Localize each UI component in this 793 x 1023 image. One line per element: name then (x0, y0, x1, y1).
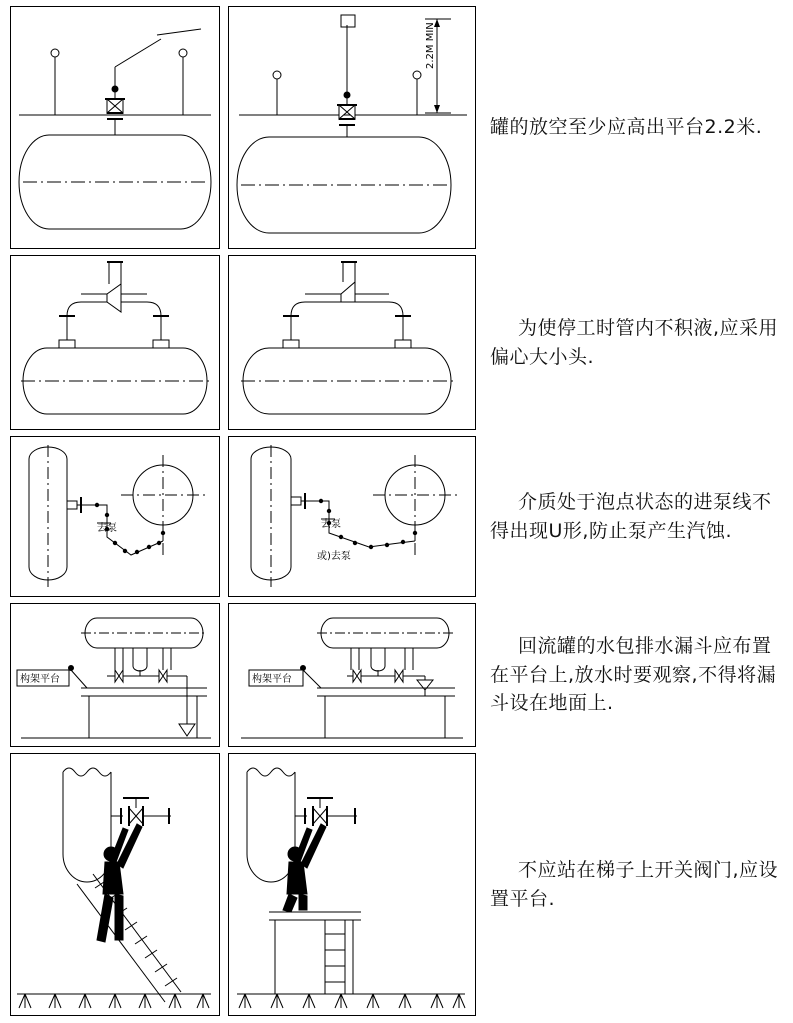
row-3-note-cell (484, 436, 785, 597)
row-5 (10, 753, 785, 1016)
row-2-note (484, 255, 785, 430)
row-4-left-figure (10, 603, 220, 747)
row-2-note-cell (484, 255, 785, 430)
row-4 (10, 603, 785, 747)
label-to-pump-right: 去泵 (321, 519, 341, 530)
row-2 (10, 255, 785, 430)
label-or-to-pump: 或)去泵 (317, 551, 351, 562)
label-structure-platform: 构架平台 (20, 674, 60, 685)
row-4-right-figure (228, 603, 476, 747)
row-4-note-text: 回流罐的水包排水漏斗应布置在平台上,放水时要观察,不得将漏斗设在地面上. (490, 635, 777, 715)
label-to-pump: 去泵 (97, 523, 117, 534)
row-4-note (484, 603, 785, 747)
row-5-left-figure (10, 753, 220, 1016)
row-1-note-cell (484, 6, 785, 249)
row-1-note (484, 6, 785, 249)
row-5-note-cell (484, 753, 785, 1016)
row-4-note-cell (484, 603, 785, 747)
row-1-left-figure (10, 6, 220, 249)
dimension-label: 2.2M MIN (425, 22, 436, 69)
row-3-left-figure (10, 436, 220, 597)
row-5-note-text: 不应站在梯子上开关阀门,应设置平台. (490, 859, 779, 910)
row-2-note-text: 为使停工时管内不积液,应采用偏心大小头. (490, 317, 779, 368)
row-3-right-figure (228, 436, 476, 597)
row-5-right-figure (228, 753, 476, 1016)
row-1 (10, 6, 785, 249)
label-structure-platform-right: 构架平台 (252, 674, 292, 685)
row-2-right-figure (228, 255, 476, 430)
row-3 (10, 436, 785, 597)
row-3-note-text: 介质处于泡点状态的进泵线不得出现U形,防止泵产生汽蚀. (490, 491, 772, 542)
diagram-grid (10, 6, 785, 1016)
row-5-note (484, 753, 785, 1016)
row-3-note (484, 436, 785, 597)
row-1-note-text: 罐的放空至少应高出平台2.2米. (490, 116, 763, 139)
row-2-left-figure (10, 255, 220, 430)
row-1-right-figure (228, 6, 476, 249)
